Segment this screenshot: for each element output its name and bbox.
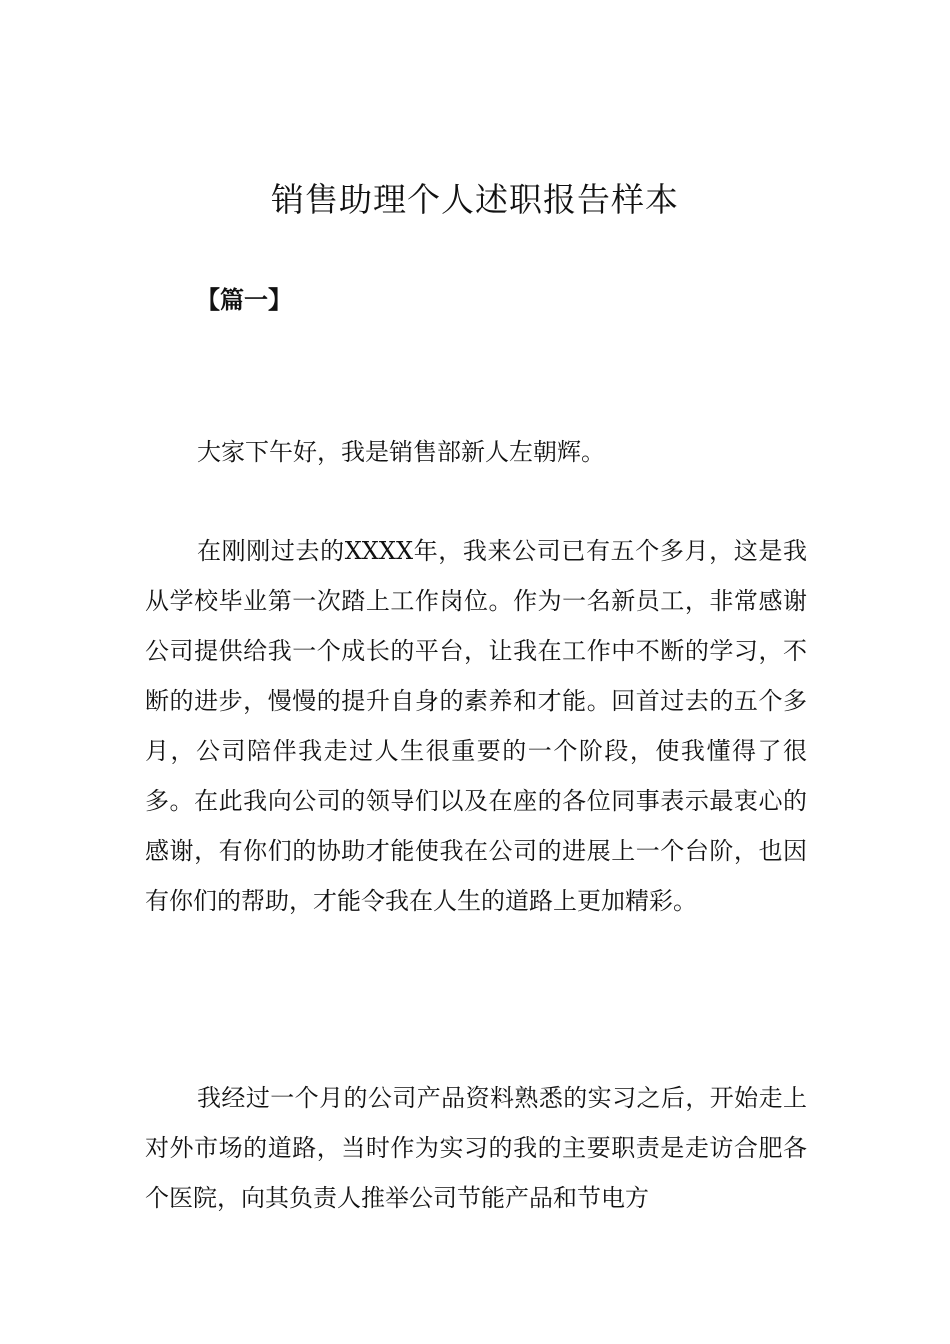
section-label: 【篇一】	[196, 285, 292, 314]
paragraph-greeting: 大家下午好，我是销售部新人左朝辉。	[197, 438, 605, 466]
paragraph-work-experience: 我经过一个月的公司产品资料熟悉的实习之后，开始走上对外市场的道路，当时作为实习的我的主要职责是走访合肥各个医院，向其负责人推举公司节能产品和节电方	[145, 1084, 807, 1212]
document-title: 销售助理个人述职报告样本	[271, 180, 679, 219]
paragraph-introduction: 在刚刚过去的XXXX年，我来公司已有五个多月，这是我从学校毕业第一次踏上工作岗位。作为一名新员工，非常感谢公司提供给我一个成长的平台，让我在工作中不断的学习，不断的进步，慢慢的提升自身的素养和才能。回首过去的五个多月，公司陪伴我走过人生很重要的一个阶段，使我懂得了很多。在此我向公司的领导们以及在座的各位同事表示最衷心的感谢，有你们的协助才能使我在公司的进展上一个台阶，也因有你们的帮助，才能令我在人生的道路上更加精彩。	[145, 537, 807, 915]
